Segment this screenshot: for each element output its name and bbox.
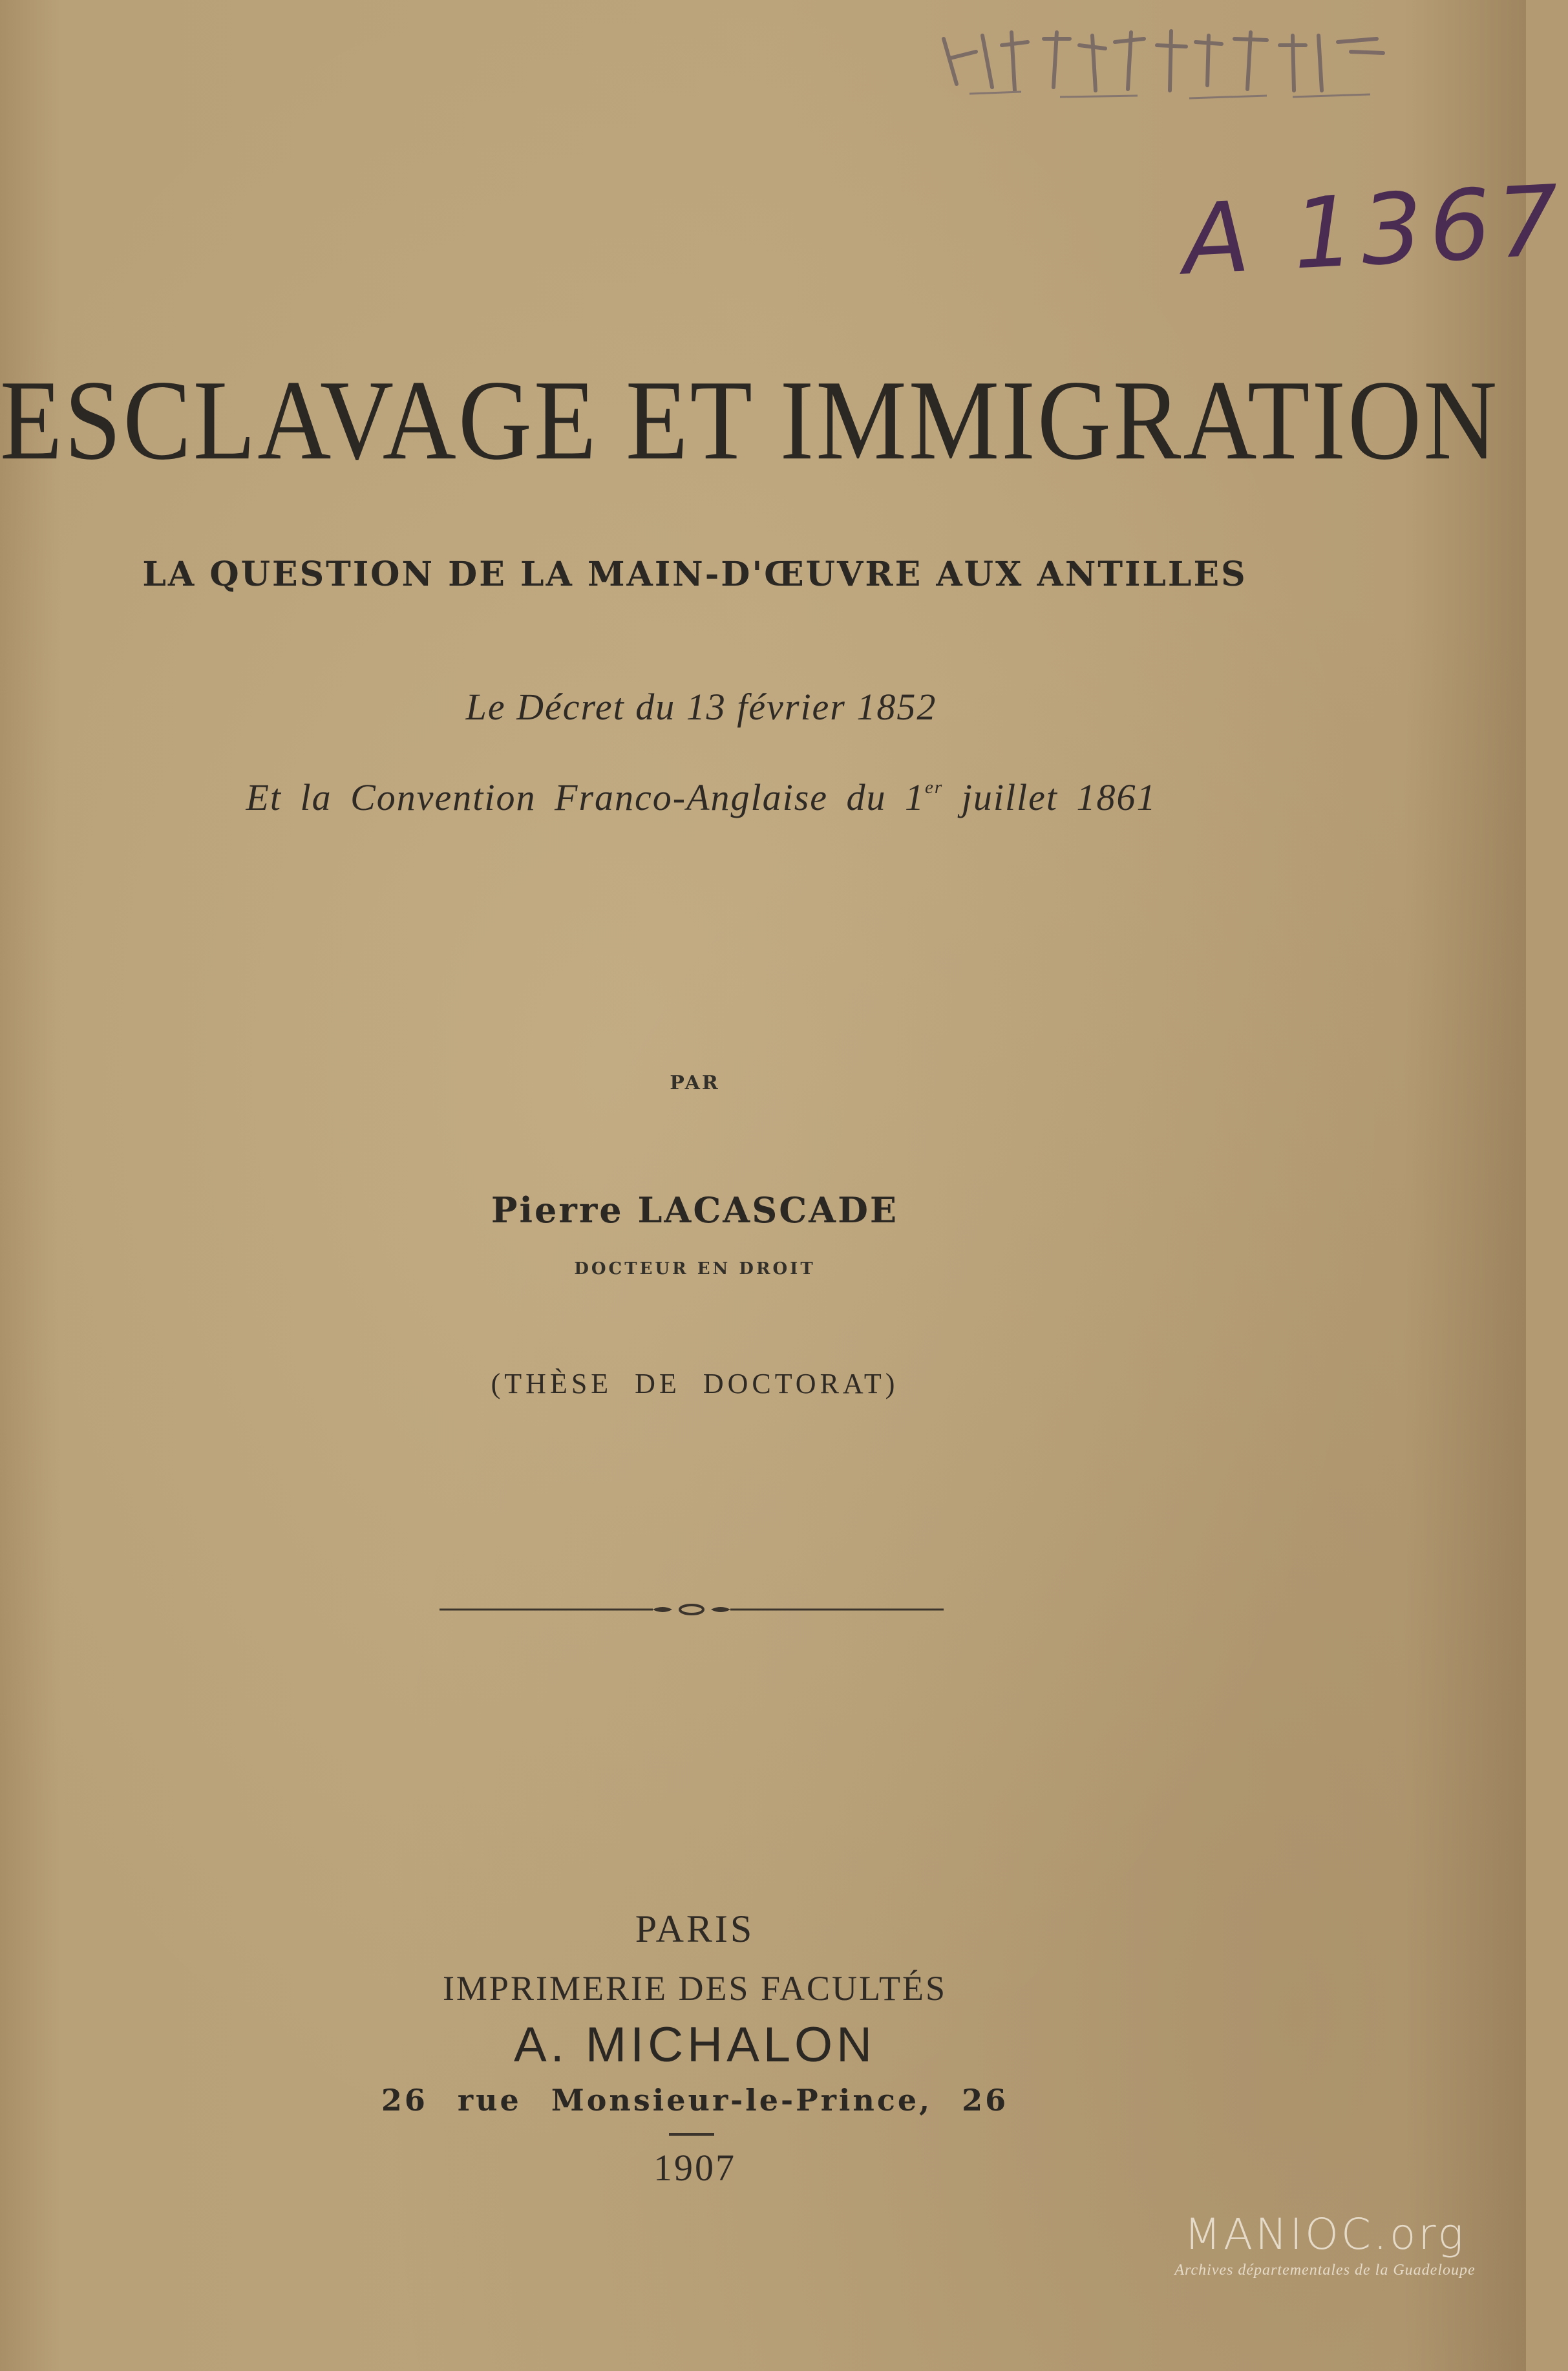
publication-city: PARIS — [635, 1908, 755, 1950]
ornamental-rule — [440, 1603, 944, 1616]
publisher-address: 26 rue Monsieur-le-Prince, 26 — [381, 2083, 1009, 2118]
year-separator — [669, 2133, 714, 2136]
printer-name: IMPRIMERIE DES FACULTÉS — [442, 1969, 948, 2008]
book-title: ESCLAVAGE ET IMMIGRATION — [0, 357, 1499, 484]
convention-prefix: Et la Convention Franco-Anglaise du 1 — [246, 776, 926, 818]
book-subtitle: LA QUESTION DE LA MAIN-D'ŒUVRE AUX ANTILLES — [142, 555, 1247, 594]
by-label: PAR — [670, 1072, 720, 1094]
thesis-note: (THÈSE DE DOCTORAT) — [491, 1368, 899, 1399]
convention-suffix: juillet 1861 — [943, 776, 1157, 818]
decree-line: Le Décret du 13 février 1852 — [465, 686, 937, 728]
shelfmark-handwritten: A 1367 — [1180, 164, 1568, 297]
author-name: Pierre LACASCADE — [491, 1189, 899, 1231]
manioc-logo: MANIOC.org — [1184, 2209, 1466, 2259]
publication-year: 1907 — [653, 2147, 736, 2189]
manioc-caption: Archives départementales de la Guadeloupe — [1174, 2262, 1476, 2279]
author-degree: DOCTEUR EN DROIT — [574, 1259, 816, 1279]
convention-superscript: er — [925, 776, 944, 798]
library-stamp — [931, 13, 1396, 110]
manioc-watermark — [1150, 2209, 1499, 2279]
publisher-name: A. MICHALON — [513, 2017, 876, 2072]
convention-line — [6, 776, 1396, 819]
